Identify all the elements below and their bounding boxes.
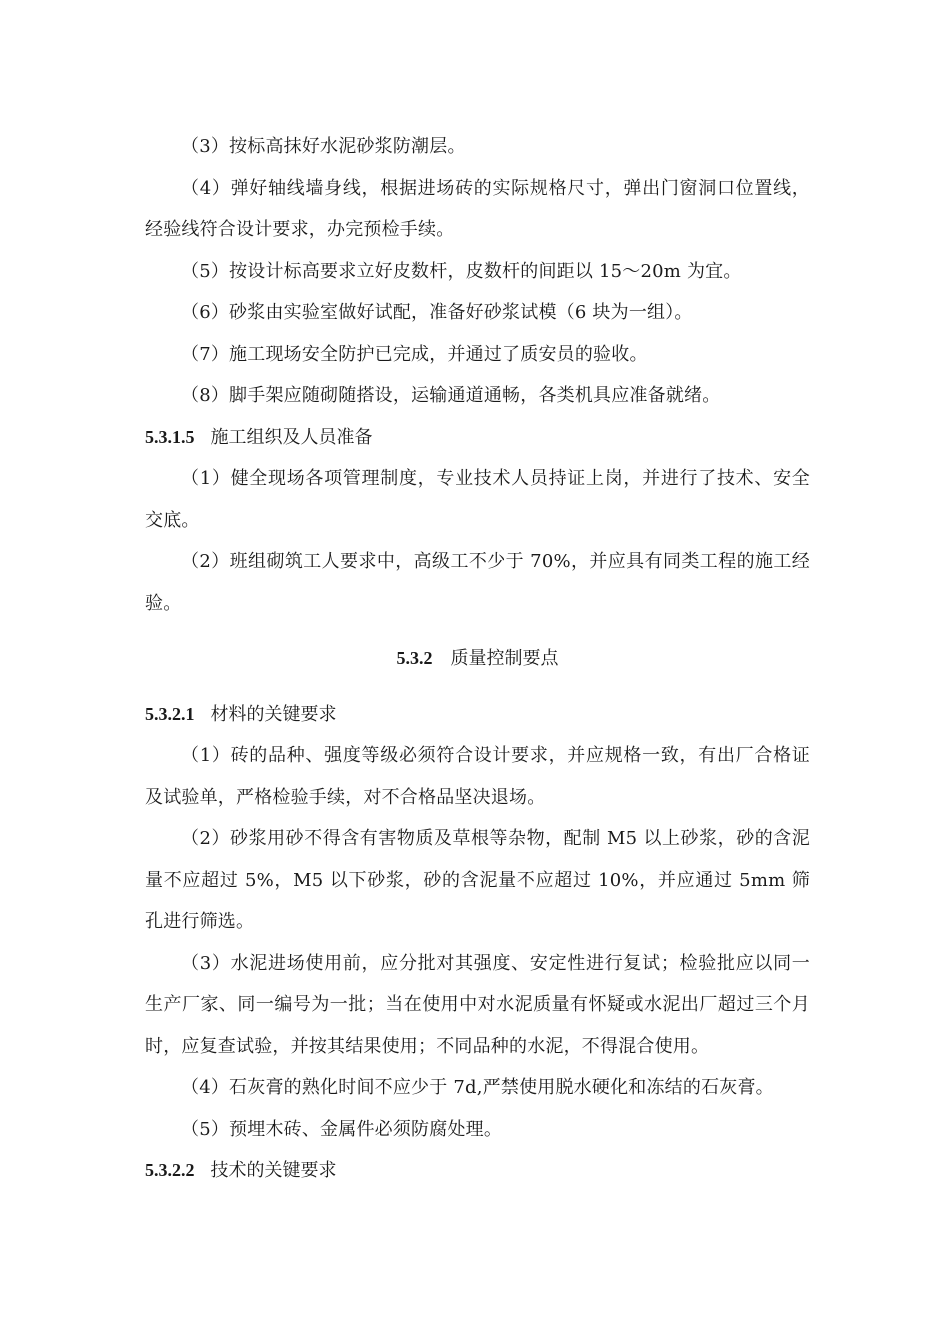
paragraph-skin-rods: （5）按设计标高要求立好皮数杆，皮数杆的间距以 15～20m 为宜。 — [181, 260, 742, 282]
heading-text: 材料的关键要求 — [210, 703, 337, 725]
paragraph-safety-protection: （7）施工现场安全防护已完成，并通过了质安员的验收。 — [181, 343, 648, 365]
paragraph-management-system: （1）健全现场各项管理制度，专业技术人员持证上岗，并进行了技术、安全交底。 — [145, 468, 810, 531]
heading-text: 施工组织及人员准备 — [210, 426, 373, 448]
paragraph-scaffolding: （8）脚手架应随砌随搭设，运输通道通畅，各类机具应准备就绪。 — [181, 385, 721, 406]
paragraph-mortar-trial-mix: （6）砂浆由实验室做好试配，准备好砂浆试模（6 块为一组）。 — [181, 302, 693, 323]
heading-number: 5.3.1.5 — [145, 426, 195, 447]
heading-text: 技术的关键要求 — [210, 1160, 337, 1181]
section-number: 5.3.2 — [396, 648, 433, 668]
paragraph-worker-requirements: （2）班组砌筑工人要求中，高级工不少于 70%，并应具有同类工程的施工经验。 — [145, 551, 810, 614]
section-text: 质量控制要点 — [450, 648, 559, 669]
paragraph-embedded-parts: （5）预埋木砖、金属件必须防腐处理。 — [181, 1118, 503, 1140]
paragraph-brick-requirements: （1）砖的品种、强度等级必须符合设计要求，并应规格一致，有出厂合格证及试验单，严格检验手续，对不合格品坚决退场。 — [145, 745, 810, 808]
paragraph-sand-requirements: （2）砂浆用砂不得含有害物质及草根等杂物，配制 M5 以上砂浆，砂的含泥量不应超过 5%，M5 以下砂浆，砂的含泥量不应超过 10%，并应通过 5mm 筛孔进行筛选。 — [145, 828, 810, 932]
paragraph-axis-lines: （4）弹好轴线墙身线，根据进场砖的实际规格尺寸，弹出门窗洞口位置线，经验线符合设计要求，办完预检手续。 — [145, 177, 810, 240]
heading-5-3-2-1 — [145, 694, 810, 736]
paragraph-damp-proof-layer: （3）按标高抹好水泥砂浆防潮层。 — [181, 136, 466, 157]
heading-number: 5.3.2.1 — [145, 703, 195, 724]
heading-5-3-2-2 — [145, 1150, 810, 1192]
heading-5-3-1-5 — [145, 417, 810, 459]
heading-number: 5.3.2.2 — [145, 1160, 195, 1180]
paragraph-cement-requirements: （3）水泥进场使用前，应分批对其强度、安定性进行复试；检验批应以同一生产厂家、同一编号为一批；当在使用中对水泥质量有怀疑或水泥出厂超过三个月时，应复查试验，并按其结果使用；不同品种的水泥，不得混合使用。 — [145, 952, 810, 1057]
paragraph-lime-paste: （4）石灰膏的熟化时间不应少于 7d,严禁使用脱水硬化和冻结的石灰膏。 — [181, 1077, 774, 1098]
document-body — [145, 126, 810, 1192]
section-title-5-3-2 — [145, 638, 810, 680]
